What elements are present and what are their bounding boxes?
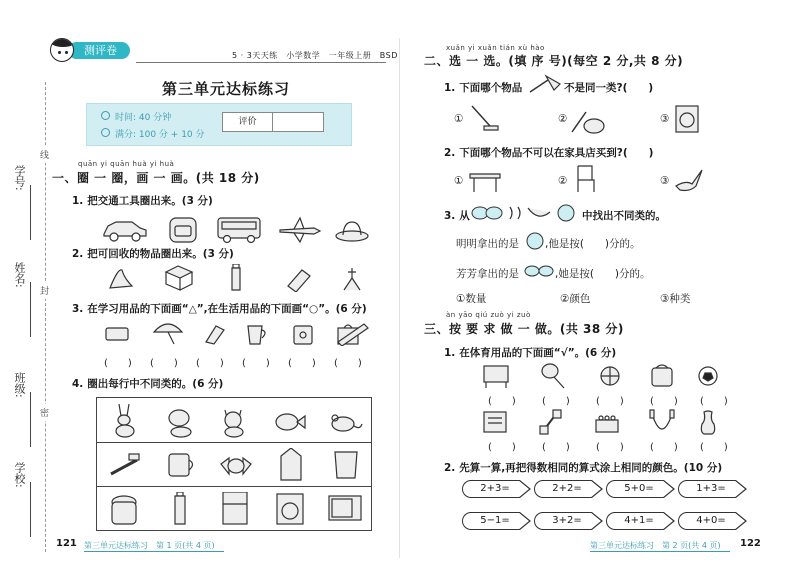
racket-icon <box>542 364 564 388</box>
cut-char: 封 <box>40 282 49 299</box>
umbrella-icon <box>154 324 182 344</box>
question-r4: 1. 在体育用品的下面画“√”。(6 分) <box>444 347 617 359</box>
page-title: 第三单元达标练习 <box>162 80 291 98</box>
hat-icon <box>336 222 368 241</box>
ruler-icon <box>334 320 370 346</box>
answer-blank[interactable]: ( ) <box>104 358 132 369</box>
answer-blank[interactable]: ( ) <box>488 396 516 407</box>
basketball-icon <box>601 367 619 385</box>
name-label: 姓名: <box>13 262 26 288</box>
answer-line-1-a: 明明拿出的是 <box>456 238 519 250</box>
choice-type[interactable]: ③种类 <box>660 293 691 305</box>
towel-icon <box>335 452 357 478</box>
answer-blank[interactable]: ( ) <box>542 442 570 453</box>
series-label: 5 · 3天天练 小学数学 一年级上册 BSD <box>232 51 398 60</box>
fridge-icon <box>223 492 247 524</box>
q4-row-3 <box>107 492 367 528</box>
question-4: 4. 圈出每行中不同类的。(6 分) <box>72 378 224 390</box>
choice-quantity[interactable]: ①数量 <box>456 293 487 305</box>
fruit-group-icon <box>470 204 578 222</box>
rabbit-icon <box>116 404 134 437</box>
answer-blank[interactable]: ( ) <box>150 358 178 369</box>
page-number: 121 <box>56 538 77 549</box>
answer-line-2-b[interactable]: ,她是按( )分的。 <box>555 268 651 280</box>
bird-icon <box>674 166 704 194</box>
section2-title: 二、选 一 选。(填 序 号)(每空 2 分,共 8 分) <box>424 54 684 68</box>
cut-char: 密 <box>40 404 49 421</box>
student-no-field[interactable] <box>30 185 31 240</box>
question-2: 2. 把可回收的物品圈出来。(3 分) <box>72 248 234 260</box>
question-r3-tail: 中找出不同类的。 <box>582 210 666 222</box>
q4-table <box>96 397 372 531</box>
clock-icon <box>101 111 110 120</box>
answer-blank[interactable]: ( ) <box>334 358 362 369</box>
fishbone-icon <box>344 268 360 290</box>
mop-icon <box>468 104 500 134</box>
q3-pictures <box>104 320 366 346</box>
toothbrush-icon <box>111 454 139 474</box>
score-label: 满分: 100 分 + 10 分 <box>115 130 205 140</box>
option-3[interactable]: ③ <box>660 113 670 125</box>
water-bottle-icon <box>175 492 185 524</box>
section3-title: 三、按 要 求 做 一 做。(共 38 分) <box>424 322 624 336</box>
page-number: 122 <box>740 538 761 549</box>
q4-row-1 <box>107 404 367 438</box>
table-icon <box>468 168 502 194</box>
choice-color[interactable]: ②颜色 <box>560 293 591 305</box>
grape-pair-icon <box>524 262 556 280</box>
page-footer: 第三单元达标练习 第 1 页(共 4 页) <box>84 541 215 550</box>
class-label: 班级: <box>13 372 26 398</box>
student-no-label: 学号: <box>13 165 26 191</box>
mug-icon <box>169 454 193 476</box>
answer-blank[interactable]: ( ) <box>650 396 678 407</box>
bottle-icon <box>232 264 240 290</box>
sports-row-2 <box>480 408 720 436</box>
stapler-icon <box>206 326 224 344</box>
candy-icon <box>221 458 251 474</box>
sports-row-1 <box>480 362 720 390</box>
section2-pinyin: xuǎn yi xuǎn tián xù hào <box>446 44 545 52</box>
answer-blank[interactable]: ( ) <box>242 358 270 369</box>
question-r1-tail: 不是同一类?( ) <box>564 82 654 94</box>
answer-blank[interactable]: ( ) <box>196 358 224 369</box>
section1-title: 一、圈 一 圈，画 一 画。(共 18 分) <box>52 171 260 185</box>
star-icon <box>101 128 110 137</box>
school-label: 学校: <box>13 462 26 488</box>
cut-char: 线 <box>40 146 49 163</box>
school-bag-icon <box>652 365 672 386</box>
question-r2: 2. 下面哪个物品不可以在家具店买到?( ) <box>444 147 654 159</box>
question-r1: 1. 下面哪个物品 <box>444 82 523 94</box>
test-badge <box>46 38 134 60</box>
section3-pinyin: àn yāo qiú zuò yi zuò <box>446 311 531 319</box>
header-rule <box>136 62 386 63</box>
building-blocks-icon <box>596 416 618 432</box>
can-icon <box>288 270 310 292</box>
answer-line-1-b[interactable]: ,他是按( )分的。 <box>545 238 641 250</box>
washing-machine-icon <box>674 104 702 134</box>
dumbbell-icon <box>540 410 561 434</box>
answer-blank[interactable]: ( ) <box>700 442 728 453</box>
answer-blank[interactable]: ( ) <box>288 358 316 369</box>
option-1[interactable]: ① <box>454 113 464 125</box>
q2-pictures <box>108 264 368 292</box>
banana-peel-icon <box>110 270 132 288</box>
evaluation-box[interactable] <box>222 112 324 132</box>
newspaper-icon <box>166 266 192 290</box>
chair-icon <box>574 164 598 194</box>
milk-carton-icon <box>281 448 301 480</box>
cat-icon <box>225 410 243 437</box>
time-label: 时间: 40 分钟 <box>115 113 172 123</box>
soccer-ball-icon <box>699 367 717 385</box>
washing-machine-icon <box>277 494 303 524</box>
answer-blank[interactable]: ( ) <box>542 396 570 407</box>
bowling-icon <box>701 411 714 434</box>
eval-label: 评价 <box>223 113 273 131</box>
answer-blank[interactable]: ( ) <box>596 396 624 407</box>
question-r3: 3. 从 <box>444 210 470 222</box>
badge-label: 测评卷 <box>68 42 130 59</box>
airplane-icon <box>280 218 320 242</box>
answer-blank[interactable]: ( ) <box>700 396 728 407</box>
cup-icon <box>248 326 265 344</box>
name-field[interactable] <box>30 282 31 337</box>
broom-icon <box>526 74 562 96</box>
option-2[interactable]: ② <box>558 175 568 187</box>
class-field[interactable] <box>30 392 31 447</box>
footer-rule <box>84 551 224 552</box>
answer-blank[interactable]: ( ) <box>596 442 624 453</box>
question-3: 3. 在学习用品的下面画“△”,在生活用品的下面画“○”。(6 分) <box>72 303 367 315</box>
q4-row-2 <box>107 448 367 482</box>
microwave-icon <box>329 496 361 520</box>
school-field[interactable] <box>30 482 31 537</box>
question-r5: 2. 先算一算,再把得数相同的算式涂上相同的颜色。(10 分) <box>444 462 723 474</box>
answer-blank[interactable]: ( ) <box>488 442 516 453</box>
car-icon <box>104 222 146 241</box>
dog-icon <box>169 410 191 437</box>
mouse-icon <box>332 415 362 431</box>
option-2[interactable]: ② <box>558 113 568 125</box>
section1-pinyin: quān yi quān huà yi huà <box>78 160 175 168</box>
page-seam <box>399 38 400 558</box>
option-3[interactable]: ③ <box>660 175 670 187</box>
vacuum-icon <box>570 108 606 134</box>
eraser-icon <box>106 328 128 340</box>
book-icon <box>484 412 506 432</box>
answer-blank[interactable]: ( ) <box>650 442 678 453</box>
rice-cooker-icon <box>112 496 136 524</box>
footer-rule <box>590 551 730 552</box>
jump-rope-icon <box>650 410 674 429</box>
question-1: 1. 把交通工具圈出来。(3 分) <box>72 195 213 207</box>
fish-icon <box>276 414 305 430</box>
watermelon-icon <box>526 232 544 250</box>
q1-pictures <box>100 212 375 244</box>
piano-icon <box>484 366 508 388</box>
answer-line-2-a: 芳芳拿出的是 <box>456 268 519 280</box>
page-footer: 第三单元达标练习 第 2 页(共 4 页) <box>590 541 721 550</box>
backpack-icon <box>170 218 196 242</box>
bus-icon <box>218 218 260 243</box>
pencil-sharpener-icon <box>294 326 312 344</box>
option-1[interactable]: ① <box>454 175 464 187</box>
kid-mascot-icon <box>50 38 74 62</box>
